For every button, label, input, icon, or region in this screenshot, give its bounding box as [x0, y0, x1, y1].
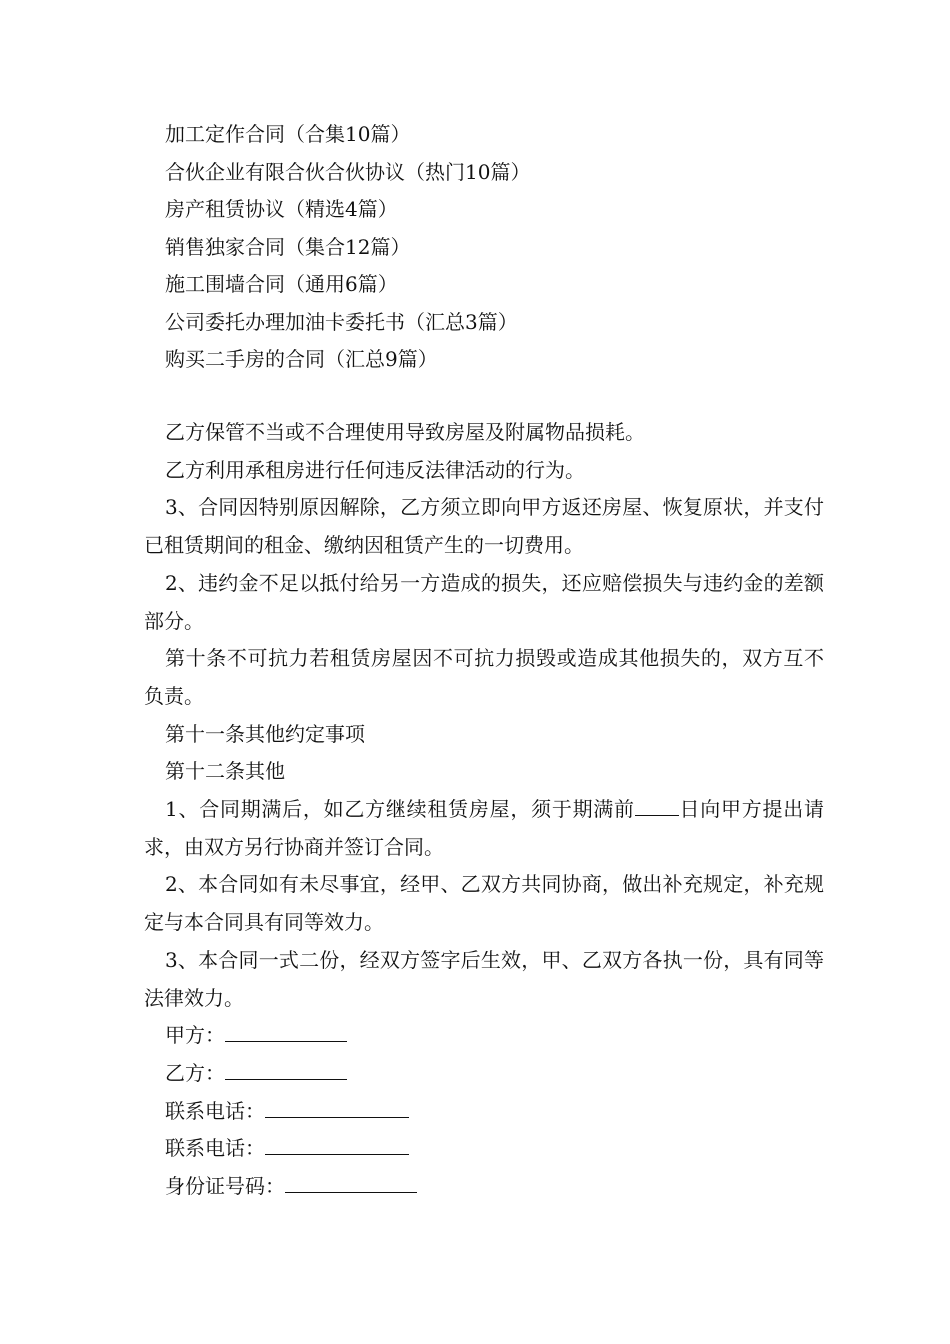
id-number-field [144, 1168, 824, 1206]
list-item[interactable]: 施工围墙合同（通用6篇） [165, 272, 398, 296]
list-item[interactable]: 购买二手房的合同（汇总9篇） [165, 347, 438, 371]
list-item[interactable]: 房产租赁协议（精选4篇） [165, 197, 398, 221]
id-number-blank[interactable] [285, 1170, 417, 1193]
phone-label-2: 联系电话： [165, 1136, 265, 1161]
list-item[interactable]: 加工定作合同（合集10篇） [165, 122, 411, 146]
paragraph-renewal-clause [144, 791, 824, 866]
list-item[interactable]: 公司委托办理加油卡委托书（汇总3篇） [165, 309, 518, 334]
paragraph-penalty-clause: 2、违约金不足以抵付给另一方造成的损失，还应赔偿损失与违约金的差额部分。 [144, 570, 824, 633]
phone-label-1: 联系电话： [165, 1098, 265, 1123]
contract-body [144, 414, 824, 1206]
list-item[interactable]: 销售独家合同（集合12篇） [165, 234, 411, 259]
phone-field-2 [144, 1130, 824, 1168]
paragraph-termination-clause: 3、合同因特别原因解除，乙方须立即向甲方返还房屋、恢复原状，并支付已租赁期间的租金、缴纳因租赁产生的一切费用。 [144, 495, 824, 558]
party-a-field [144, 1017, 824, 1055]
party-b-field [144, 1055, 824, 1093]
list-item[interactable]: 合伙企业有限合伙合伙协议（热门10篇） [165, 159, 531, 184]
id-number-label: 身份证号码： [165, 1174, 285, 1199]
renewal-days-blank[interactable] [635, 793, 679, 816]
phone-blank-2[interactable] [265, 1132, 409, 1155]
related-documents-list [144, 116, 824, 379]
renewal-text-after: 日向甲方提出请求，由双方另行协商并签订合同。 [144, 797, 824, 859]
phone-field-1 [144, 1093, 824, 1131]
paragraph-illegal-use-clause: 乙方利用承租房进行任何违反法律活动的行为。 [165, 457, 585, 482]
party-a-label: 甲方： [165, 1023, 225, 1048]
paragraph-article-10: 第十条不可抗力若租赁房屋因不可抗力损毁或造成其他损失的，双方互不负责。 [144, 646, 824, 708]
renewal-text-before: 1、合同期满后，如乙方继续租赁房屋，须于期满前 [165, 797, 635, 822]
phone-blank-1[interactable] [265, 1095, 409, 1118]
party-a-blank[interactable] [225, 1019, 347, 1042]
paragraph-copies-clause: 3、本合同一式二份，经双方签字后生效，甲、乙双方各执一份，具有同等法律效力。 [144, 947, 824, 1010]
paragraph-damage-clause: 乙方保管不当或不合理使用导致房屋及附属物品损耗。 [165, 420, 645, 444]
paragraph-article-12: 第十二条其他 [165, 759, 285, 784]
party-b-label: 乙方： [165, 1060, 225, 1085]
party-b-blank[interactable] [225, 1057, 347, 1080]
paragraph-article-11: 第十一条其他约定事项 [165, 721, 365, 746]
paragraph-supplement-clause: 2、本合同如有未尽事宜，经甲、乙双方共同协商，做出补充规定，补充规定与本合同具有同等效力。 [144, 872, 824, 935]
